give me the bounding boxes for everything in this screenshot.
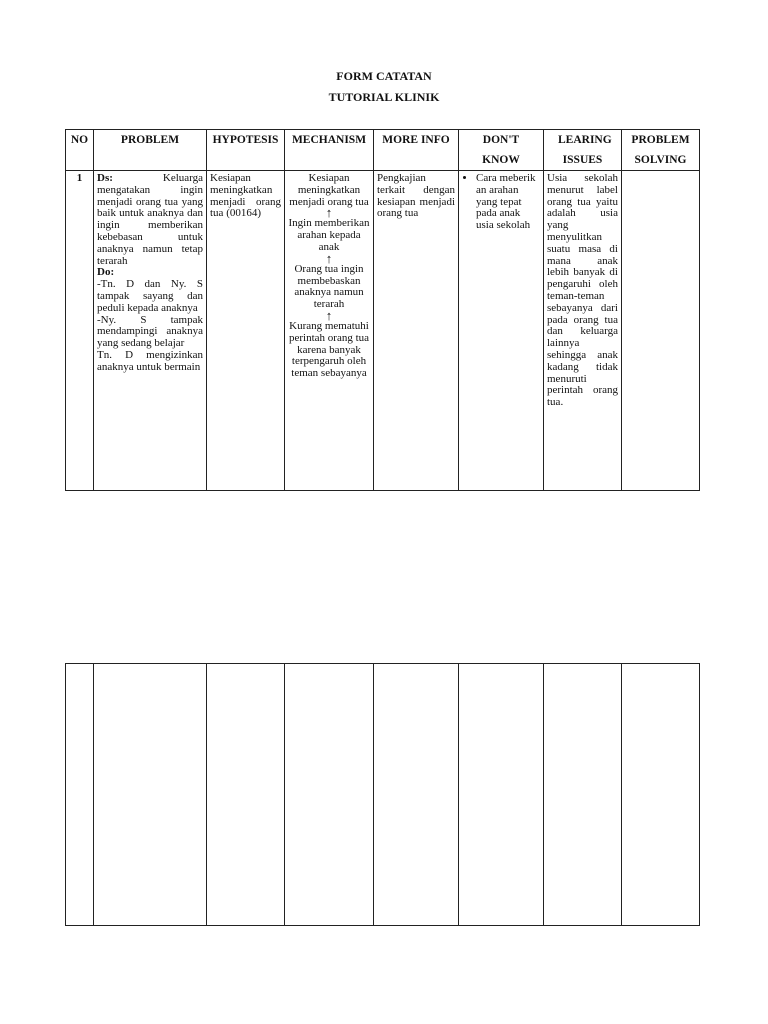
problem-ds <box>97 173 203 267</box>
mechanism-step-4: Kurang mematuhi perintah orang tua karena banyak terpengaruh oleh teman sebayanya <box>288 319 370 380</box>
form-title: FORM CATATAN <box>336 69 432 83</box>
empty-cell <box>544 664 622 926</box>
table-row <box>66 171 700 491</box>
table-row <box>66 664 700 926</box>
mechanism-step-3: Orang tua ingin membebaskan anaknya namun terarah <box>294 262 364 311</box>
mechanism-step-2: Ingin memberikan arahan kepada anak <box>288 217 370 253</box>
col-mechanism-header: MECHANISM <box>285 130 374 171</box>
problem-cell <box>94 171 207 491</box>
col-problem-header: PROBLEM <box>94 130 207 171</box>
col-learning-issues-header: LEARING ISSUES <box>544 130 622 171</box>
empty-cell <box>285 664 374 926</box>
more-info-cell: Pengkajian terkait dengan kesiapan menjadi orang tua <box>374 171 459 491</box>
empty-cell <box>459 664 544 926</box>
col-hypotesis-header: HYPOTESIS <box>207 130 285 171</box>
row-number: 1 <box>66 171 94 491</box>
do-item-3: Tn. D mengizinkan anaknya untuk bermain <box>97 348 203 373</box>
ds-text: Keluarga mengatakan ingin menjadi orang tua yang baik untuk anaknya dan ingin memberikan kebebasan untuk anaknya namun tetap terarah <box>97 172 203 267</box>
col-problem-solving-header: PROBLEM SOLVING <box>622 130 700 171</box>
do-item-1: -Tn. D dan Ny. S tampak sayang dan peduli kepada anaknya <box>97 278 203 314</box>
arrow-up-icon: ↑ <box>325 250 333 266</box>
empty-cell <box>207 664 285 926</box>
mechanism-cell <box>285 171 374 491</box>
ds-label: Ds: <box>97 172 113 184</box>
empty-cell <box>622 664 700 926</box>
arrow-up-icon: ↑ <box>325 307 333 323</box>
do-item-2: -Ny. S tampak mendampingi anaknya yang sedang belajar <box>97 313 203 350</box>
dont-know-list <box>462 173 540 232</box>
tutorial-table <box>65 129 700 491</box>
form-subtitle: TUTORIAL KLINIK <box>328 90 440 104</box>
empty-cell <box>94 664 207 926</box>
col-more-info-header: MORE INFO <box>374 130 459 171</box>
col-dont-know-header: DON'T KNOW <box>459 130 544 171</box>
list-item: • Cara meberik an arahan yang tepat pada anak usia sekolah <box>476 173 540 232</box>
do-label: Do: <box>97 266 115 279</box>
problem-solving-cell <box>622 171 700 491</box>
learning-issues-cell: Usia sekolah menurut label orang tua yaitu adalah usia yang menyulitkan suatu masa di mana anak lebih banyak di pengaruhi oleh teman-teman sebayanya dari pada orang tua dan keluarga lainnya sehingga anak kadang tidak menuruti perintah orang tua. <box>544 171 622 491</box>
empty-table <box>65 663 700 926</box>
empty-cell <box>374 664 459 926</box>
mechanism-step-1: Kesiapan meningkatkan menjadi orang tua <box>289 172 369 208</box>
table-header-row <box>66 130 700 171</box>
arrow-up-icon: ↑ <box>325 205 333 221</box>
col-no-header: NO <box>66 130 94 171</box>
hypotesis-cell: Kesiapan meningkatkan menjadi orang tua (00164) <box>207 171 285 491</box>
empty-cell <box>66 664 94 926</box>
dont-know-cell <box>459 171 544 491</box>
